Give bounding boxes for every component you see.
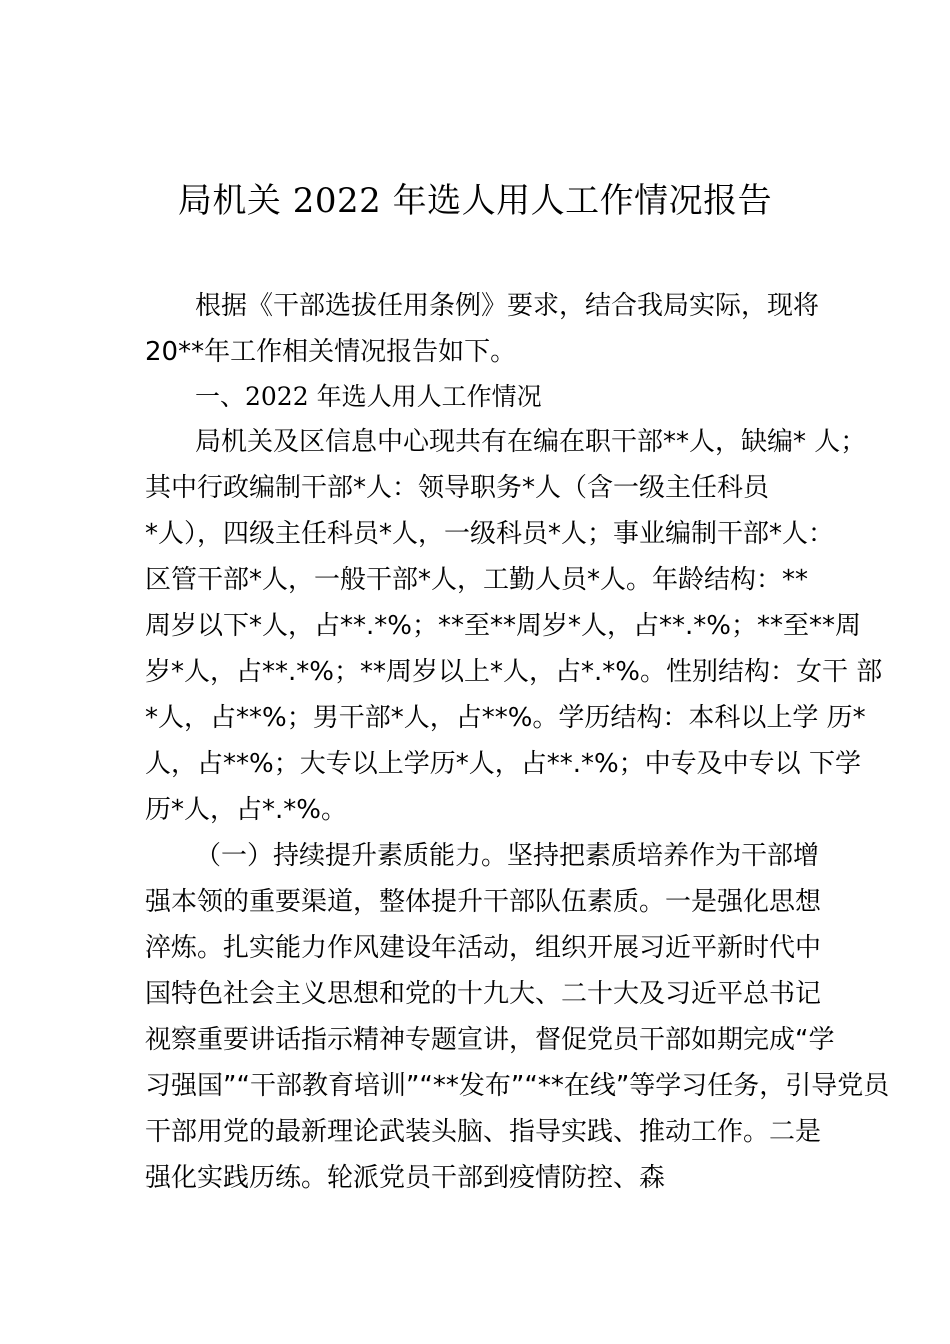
- section-heading-text: 一、2022 年选人用人工作情况: [195, 382, 542, 411]
- document-title: 局机关 2022 年选人用人工作情况报告: [177, 181, 773, 221]
- paragraph-line: （一）持续提升素质能力。坚持把素质培养作为干部增: [195, 841, 820, 871]
- paragraph-line: 国特色社会主义思想和党的十九大、二十大及习近平总书记: [145, 979, 822, 1009]
- section-one-paragraph: [145, 419, 883, 833]
- paragraph-line: 岁*人，占**.*%；**周岁以上*人，占*.*%。性别结构：女干 部: [145, 657, 883, 687]
- paragraph-line: 周岁以下*人，占**.*%；**至**周岁*人，占**.*%；**至**周: [145, 611, 861, 641]
- intro-paragraph: [145, 283, 820, 375]
- paragraph-line: 淬炼。扎实能力作风建设年活动，组织开展习近平新时代中: [145, 933, 822, 963]
- paragraph-line: 干部用党的最新理论武装头脑、指导实践、推动工作。二是: [145, 1117, 822, 1147]
- paragraph-line: 区管干部*人，一般干部*人，工勤人员*人。年龄结构：**: [145, 565, 809, 595]
- paragraph-line: 历*人，占*.*%。: [145, 795, 347, 825]
- paragraph-line: 强化实践历练。轮派党员干部到疫情防控、森: [145, 1163, 666, 1193]
- section-heading: [145, 374, 810, 420]
- paragraph-line: 人，占**%；大专以上学历*人，占**.*%；中专及中专以 下学: [145, 749, 861, 779]
- intro-line: 根据《干部选拔任用条例》要求，结合我局实际，现将: [195, 291, 820, 321]
- paragraph-line: 局机关及区信息中心现共有在编在职干部**人，缺编* 人；: [195, 427, 867, 457]
- subsection-one-paragraph: [145, 833, 890, 1201]
- paragraph-line: *人），四级主任科员*人，一级科员*人；事业编制干部*人：: [145, 519, 835, 549]
- paragraph-line: 视察重要讲话指示精神专题宣讲，督促党员干部如期完成“学: [145, 1025, 835, 1055]
- paragraph-line: 强本领的重要渠道，整体提升干部队伍素质。一是强化思想: [145, 887, 822, 917]
- paragraph-line: 习强国”“干部教育培训”“**发布”“**在线”等学习任务，引导党员: [145, 1071, 890, 1101]
- intro-line: 20**年工作相关情况报告如下。: [145, 337, 517, 367]
- paragraph-line: 其中行政编制干部*人：领导职务*人（含一级主任科员: [145, 473, 770, 503]
- paragraph-line: *人，占**%；男干部*人，占**%。学历结构：本科以上学 历*: [145, 703, 866, 733]
